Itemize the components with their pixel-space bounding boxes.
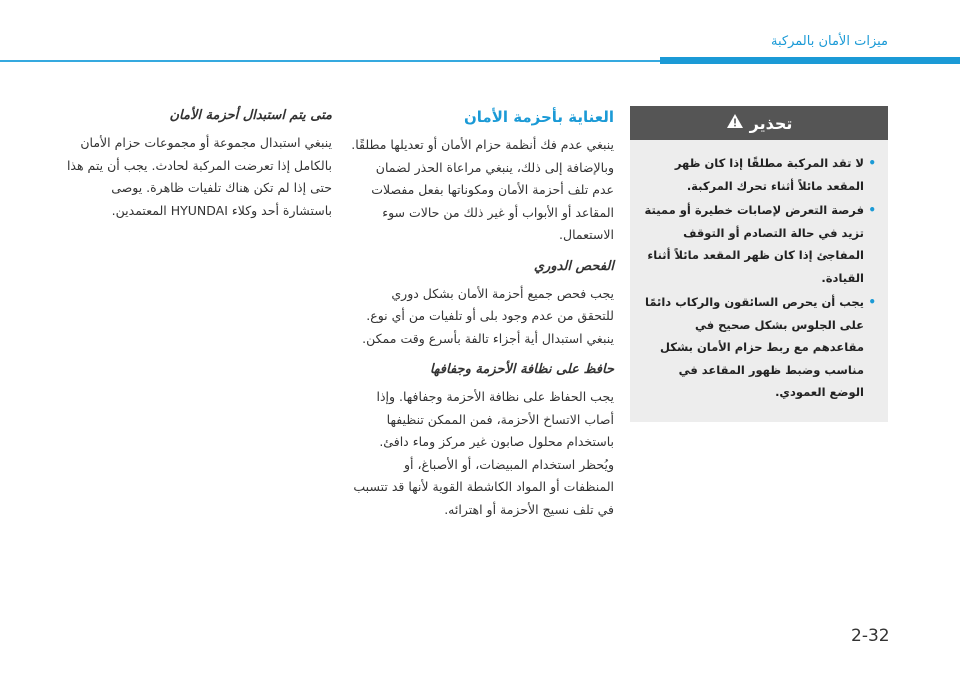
replace-belts-text: ينبغي استبدال مجموعة أو مجموعات حزام الأمان بالكامل إذا تعرضت المركبة لحادث. يجب أن يتم هذا حتى إذا لم تكن هناك تلفيات ظاهرة. يوصى باستشارة أحد وكلاء HYUNDAI المعتمدين. — [66, 135, 332, 218]
replace-belts-title: متى يتم استبدال أحزمة الأمان — [169, 108, 332, 123]
warning-header — [630, 106, 888, 140]
care-section-title: العناية بأحزمة الأمان — [464, 108, 614, 126]
periodic-inspection-text: يجب فحص جميع أحزمة الأمان بشكل دوري للتحقق من عدم وجود بلى أو تلفيات من أي نوع. ينبغي استبدال أية أجزاء تالفة بأسرع وقت ممكن. — [362, 285, 614, 346]
warning-triangle-icon — [726, 113, 744, 133]
care-intro-text: ينبغي عدم فك أنظمة حزام الأمان أو تعديلها مطلقًا. وبالإضافة إلى ذلك، ينبغي مراعاة الحذر لضمان عدم تلف أحزمة الأمان ومكوناتها بفعل مفصلات المقاعد أو الأبواب أو غير ذلك من حالات سوء الاستعمال. — [351, 137, 614, 242]
warning-item: • فرصة التعرض لإصابات خطيرة أو مميتة تزيد في حالة التصادم أو التوقف المفاجئ إذا كان ظهر المقعد مائلاً أثناء القيادة. — [644, 199, 864, 289]
page-number: 2-32 — [851, 626, 890, 646]
warning-item: • لا تقد المركبة مطلقًا إذا كان ظهر المقعد مائلاً أثناء تحرك المركبة. — [644, 152, 864, 197]
warning-list — [644, 152, 876, 404]
warning-body — [630, 140, 888, 422]
keep-clean-text: يجب الحفاظ على نظافة الأحزمة وجفافها. وإذا أصاب الاتساخ الأحزمة، فمن الممكن تنظيفها باستخدام محلول صابون غير مركز وماء دافئ. ويُحظر استخدام المبيضات، أو الأصباغ، أو المنظفات أو المواد الكاشطة القوية لأنها قد تتسبب في تلف نسيج الأحزمة أو اهترائه. — [353, 389, 614, 517]
care-column — [351, 106, 614, 521]
warning-title: تحذير — [749, 113, 793, 133]
periodic-inspection-title: الفحص الدوري — [533, 258, 614, 274]
warning-column — [630, 106, 888, 422]
header-accent-bar — [660, 57, 960, 64]
warning-item: • يجب أن يحرص السائقون والركاب دائمًا على الجلوس بشكل صحيح في مقاعدهم مع ربط حزام الأمان بشكل مناسب وضبط ظهور المقاعد في الوضع العمودي. — [644, 291, 864, 404]
warning-box — [630, 106, 888, 422]
keep-clean-title: حافظ على نظافة الأحزمة وجفافها — [429, 362, 614, 377]
replace-column — [64, 106, 332, 222]
section-header-title: ميزات الأمان بالمركبة — [771, 34, 888, 49]
